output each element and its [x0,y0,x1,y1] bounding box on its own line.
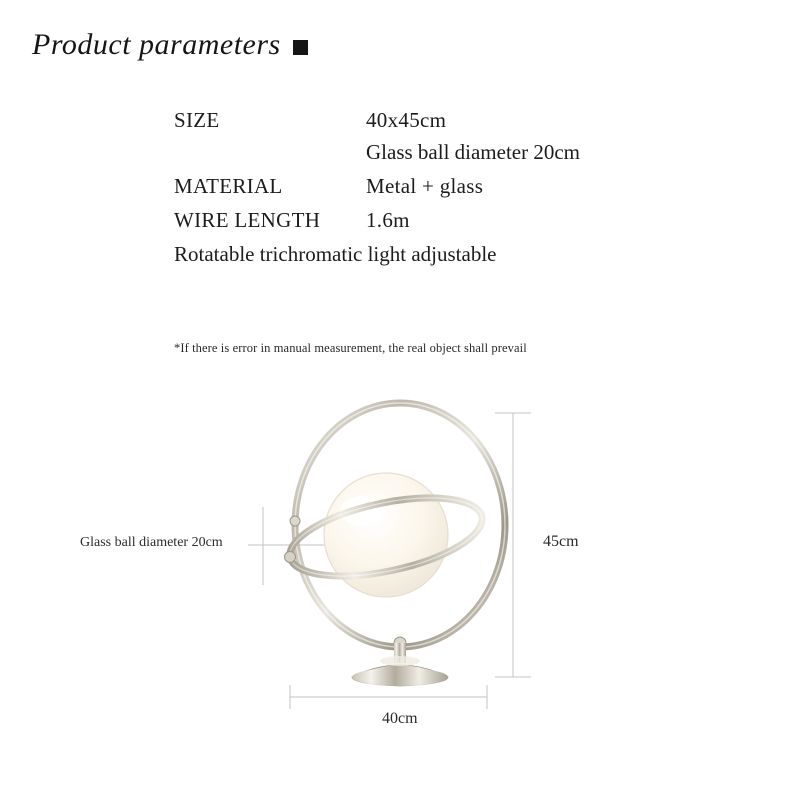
spec-row-material [174,174,734,199]
spec-value: Metal + glass [366,174,484,198]
spec-value-glass-ball: Glass ball diameter 20cm [366,140,581,164]
dimension-label-width: 40cm [382,710,418,727]
spec-label: MATERIAL [174,174,283,198]
spec-table [174,108,734,267]
product-dimension-diagram [0,385,800,745]
spec-value: 1.6m [366,208,410,232]
lamp-illustration [0,385,800,745]
dimension-label-glass-ball: Glass ball diameter 20cm [80,535,223,550]
dimension-label-height: 45cm [543,533,579,550]
square-marker-icon [293,40,308,55]
spec-feature-line: Rotatable trichromatic light adjustable [174,242,497,266]
spec-label: WIRE LENGTH [174,208,321,232]
measurement-note: *If there is error in manual measurement, the real object shall prevail [174,341,527,355]
spec-row-wire-length [174,208,734,233]
spec-label: SIZE [174,108,220,132]
page-title: Product parameters [32,28,281,61]
spec-value: 40x45cm [366,108,447,132]
spec-row-size [174,108,734,133]
page-heading [32,30,308,60]
